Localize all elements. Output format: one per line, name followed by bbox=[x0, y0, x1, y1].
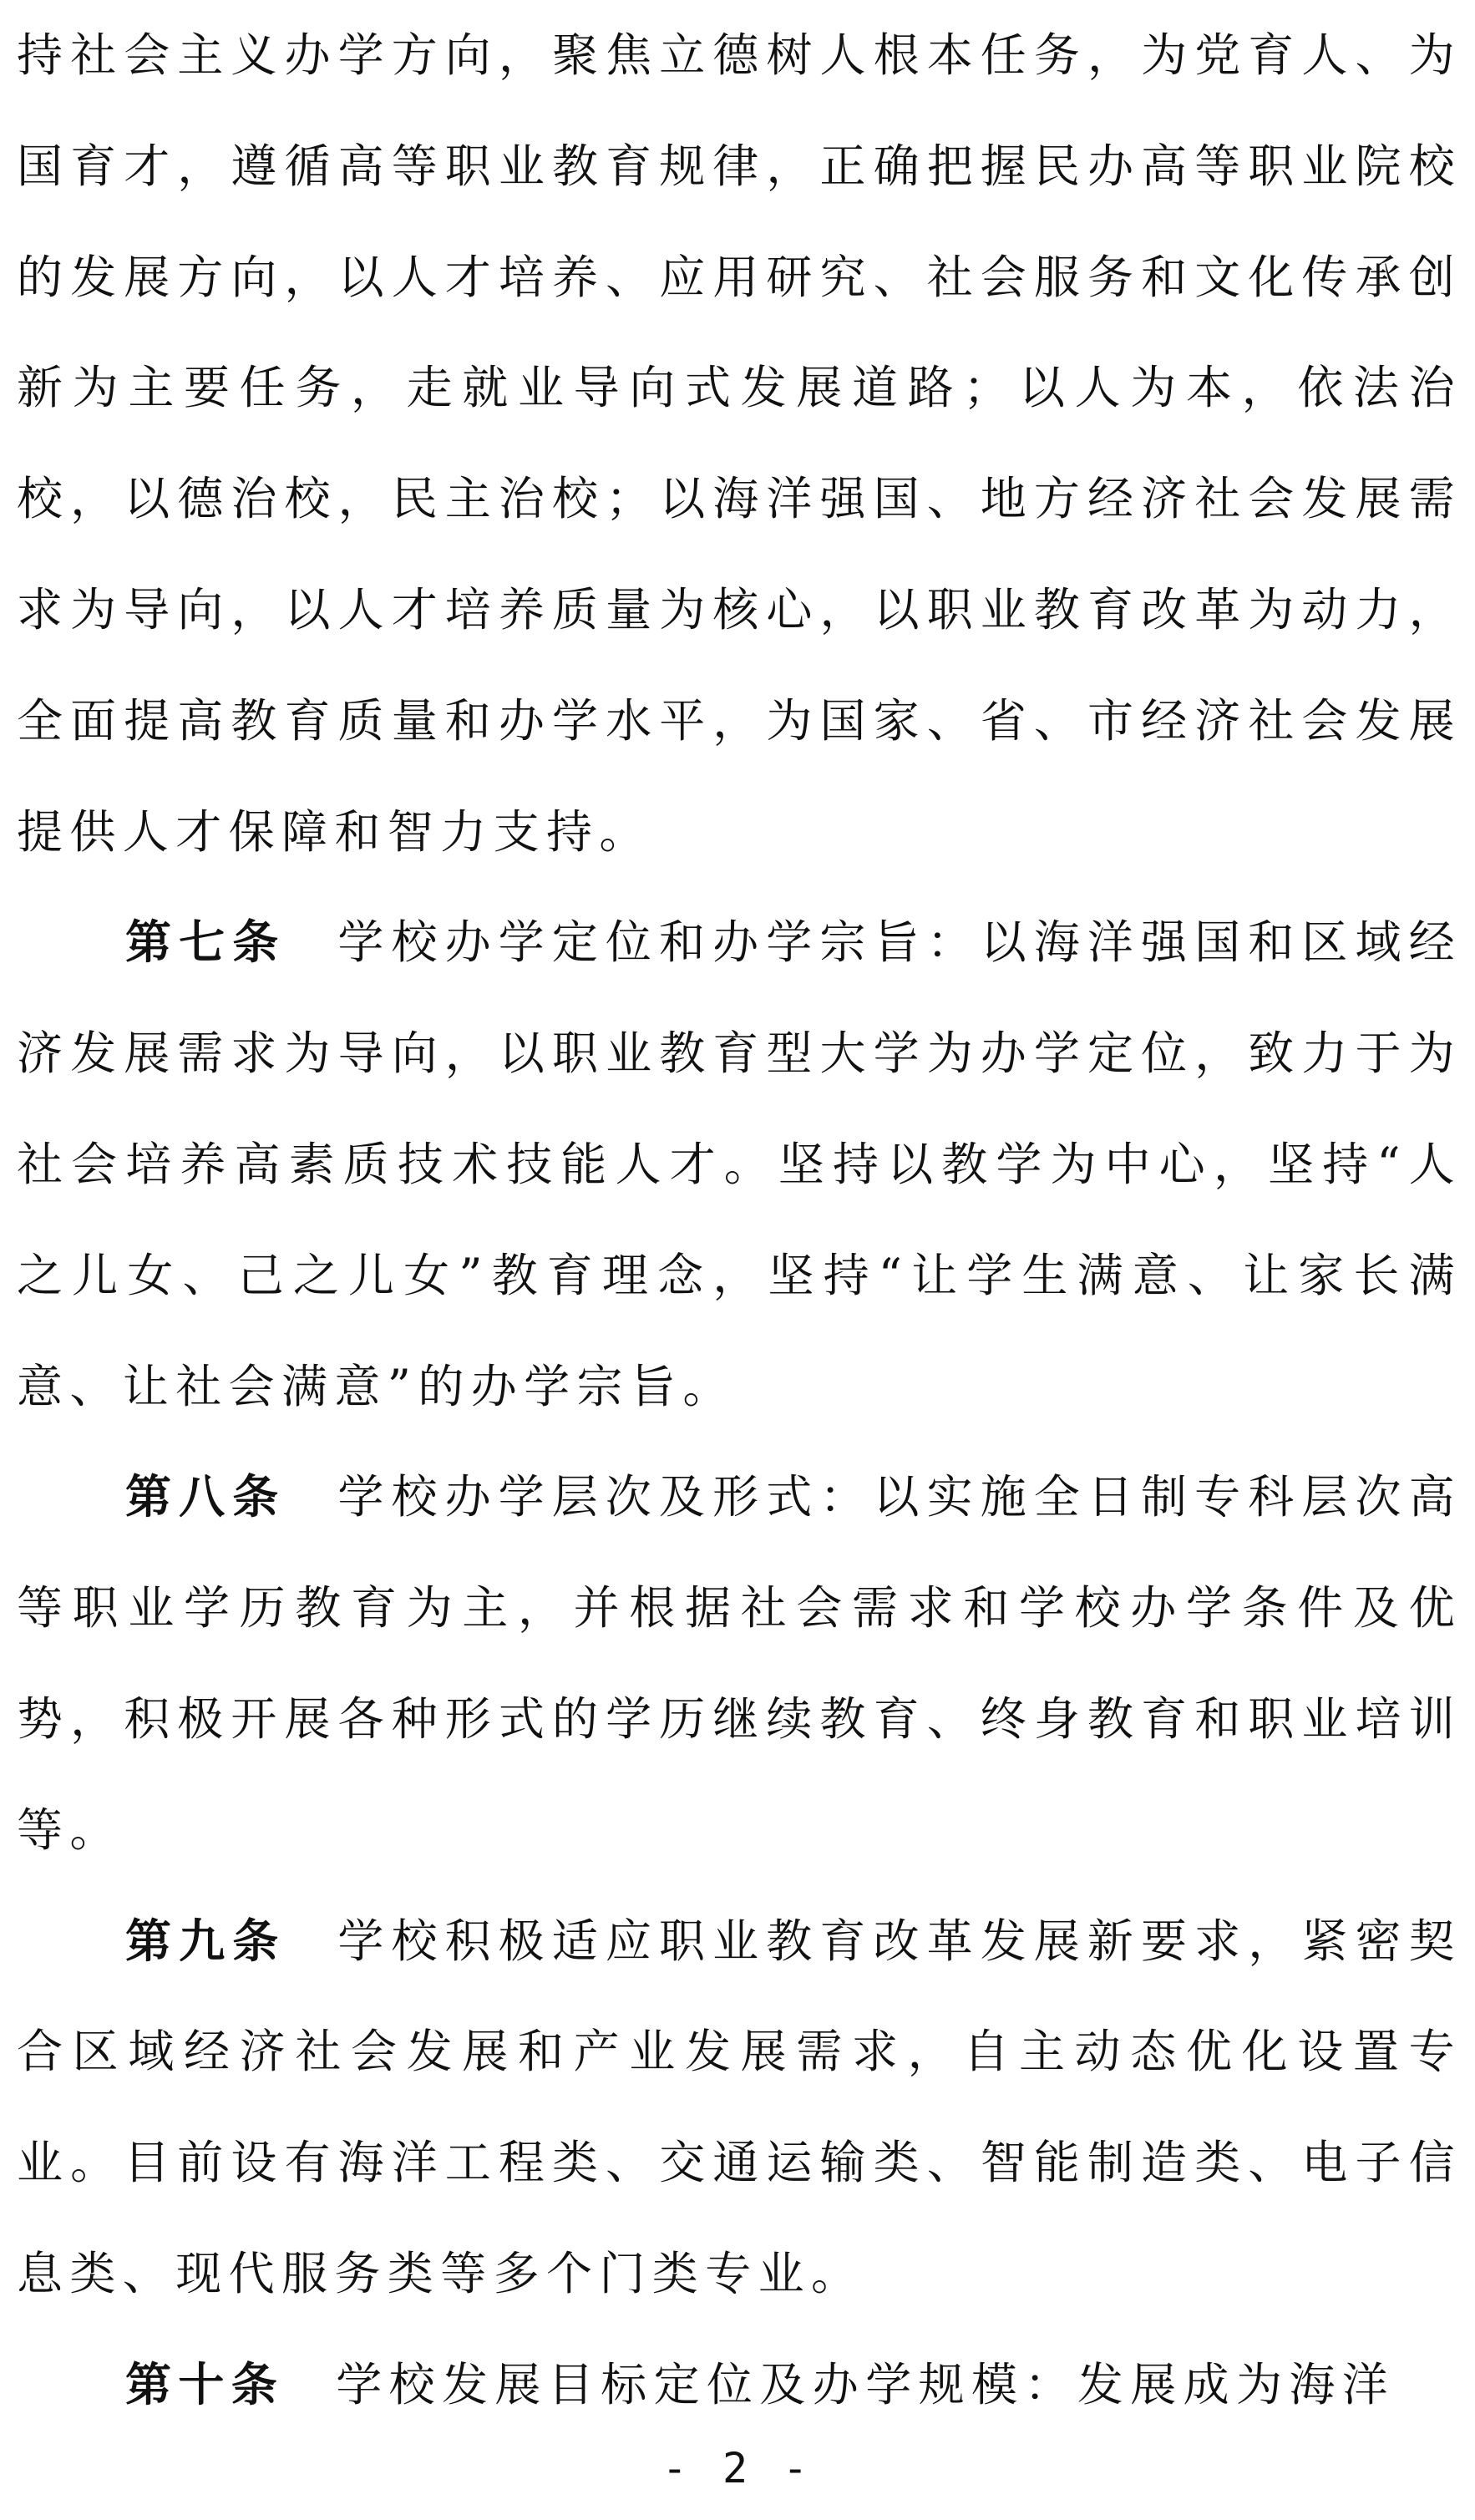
article-label: 第九条 bbox=[125, 1913, 286, 1968]
article-label: 第十条 bbox=[125, 2356, 285, 2411]
article-10 bbox=[17, 2330, 1462, 2441]
paragraph-continuation bbox=[17, 0, 1462, 887]
article-label: 第八条 bbox=[125, 1469, 286, 1524]
article-text: 学校办学层次及形式：以实施全日制专科层次高等职业学历教育为主，并根据社会需求和学校办学条件及优势，积极开展各种形式的学历继续教育、终身教育和职业培训等。 bbox=[17, 1470, 1462, 1857]
article-text: 学校积极适应职业教育改革发展新要求，紧密契合区域经济社会发展和产业发展需求，自主动态优化设置专业。目前设有海洋工程类、交通运输类、智能制造类、电子信息类、现代服务类等多个门类专业。 bbox=[17, 1914, 1462, 2300]
document-body bbox=[17, 0, 1462, 2441]
article-9 bbox=[17, 1886, 1462, 2330]
page-number: - 2 - bbox=[661, 2444, 814, 2492]
article-text: 学校发展目标定位及办学规模：发展成为海洋 bbox=[336, 2357, 1396, 2411]
paragraph-text: 持社会主义办学方向，聚焦立德树人根本任务，为党育人、为国育才，遵循高等职业教育规律，正确把握民办高等职业院校的发展方向，以人才培养、应用研究、社会服务和文化传承创新为主要任务，走就业导向式发展道路；以人为本，依法治校，以德治校，民主治校；以海洋强国、地方经济社会发展需求为导向，以人才培养质量为核心，以职业教育改革为动力，全面提高教育质量和办学水平，为国家、省、市经济社会发展提供人才保障和智力支持。 bbox=[17, 28, 1462, 859]
article-7 bbox=[17, 887, 1462, 1442]
article-label: 第七条 bbox=[125, 915, 286, 970]
article-8 bbox=[17, 1442, 1462, 1885]
article-text: 学校办学定位和办学宗旨：以海洋强国和区域经济发展需求为导向，以职业教育型大学为办学定位，致力于为社会培养高素质技术技能人才。坚持以教学为中心，坚持“人之儿女、己之儿女”教育理念，坚持“让学生满意、让家长满意、让社会满意”的办学宗旨。 bbox=[17, 915, 1462, 1413]
